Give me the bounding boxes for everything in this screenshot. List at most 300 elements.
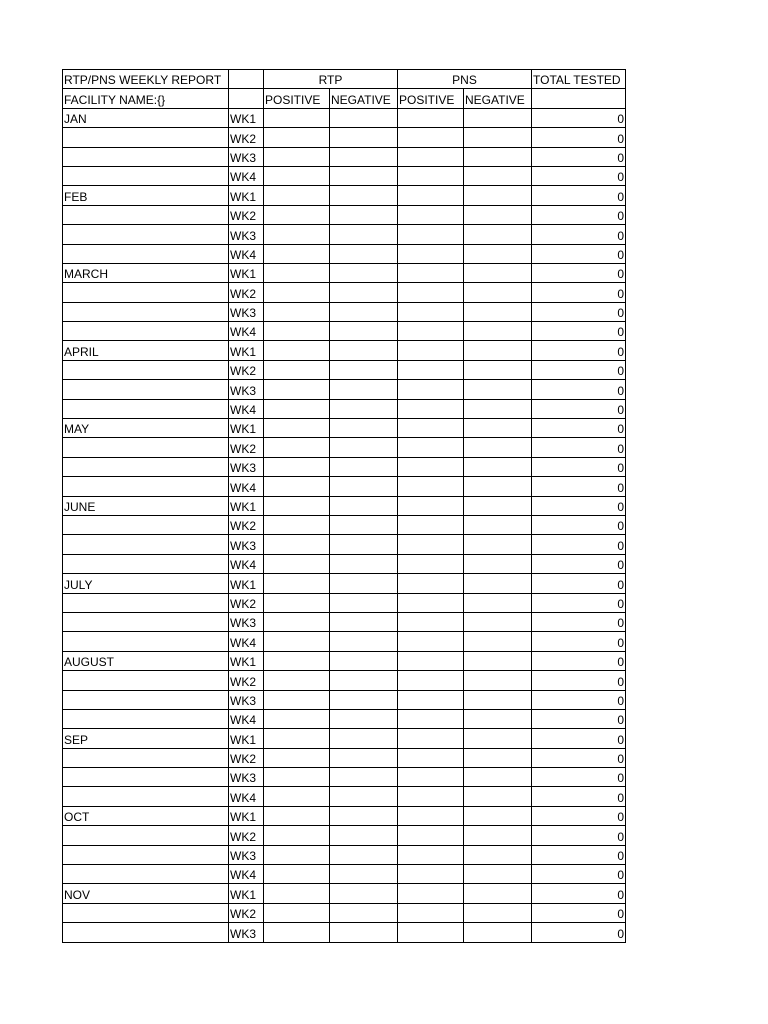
month-cell[interactable] [63,322,229,341]
total-tested-cell[interactable]: 0 [532,166,626,185]
total-tested-cell[interactable]: 0 [532,496,626,515]
rtp-positive-cell[interactable] [264,108,330,127]
pns-positive-cell[interactable] [398,380,464,399]
total-tested-cell[interactable]: 0 [532,632,626,651]
rtp-positive-cell[interactable] [264,729,330,748]
pns-positive-cell[interactable] [398,671,464,690]
month-cell[interactable] [63,147,229,166]
pns-positive-cell[interactable] [398,283,464,302]
rtp-positive-cell[interactable] [264,554,330,573]
pns-positive-cell[interactable] [398,768,464,787]
rtp-positive-cell[interactable] [264,865,330,884]
rtp-positive-cell[interactable] [264,302,330,321]
week-cell[interactable]: WK1 [229,419,264,438]
week-cell[interactable]: WK1 [229,186,264,205]
week-cell[interactable]: WK1 [229,263,264,282]
total-tested-cell[interactable]: 0 [532,768,626,787]
month-cell[interactable] [63,225,229,244]
pns-negative-cell[interactable] [464,729,532,748]
week-cell[interactable]: WK4 [229,554,264,573]
pns-positive-cell[interactable] [398,554,464,573]
month-cell[interactable] [63,302,229,321]
week-cell[interactable]: WK3 [229,225,264,244]
total-tested-cell[interactable]: 0 [532,729,626,748]
rtp-negative-cell[interactable] [330,496,398,515]
rtp-positive-cell[interactable] [264,399,330,418]
pns-positive-cell[interactable] [398,593,464,612]
pns-negative-cell[interactable] [464,457,532,476]
total-tested-cell[interactable]: 0 [532,515,626,534]
week-cell[interactable]: WK1 [229,574,264,593]
month-cell[interactable]: JUNE [63,496,229,515]
pns-negative-cell[interactable] [464,380,532,399]
week-cell[interactable]: WK1 [229,108,264,127]
pns-positive-cell[interactable] [398,865,464,884]
rtp-positive-cell[interactable] [264,205,330,224]
week-cell[interactable]: WK2 [229,748,264,767]
rtp-negative-cell[interactable] [330,632,398,651]
month-cell[interactable]: SEP [63,729,229,748]
week-cell[interactable]: WK2 [229,671,264,690]
rtp-negative-cell[interactable] [330,806,398,825]
pns-positive-cell[interactable] [398,806,464,825]
pns-positive-cell[interactable] [398,399,464,418]
month-cell[interactable] [63,826,229,845]
total-tested-cell[interactable]: 0 [532,341,626,360]
month-cell[interactable] [63,865,229,884]
pns-negative-cell[interactable] [464,263,532,282]
month-cell[interactable]: JULY [63,574,229,593]
rtp-positive-cell[interactable] [264,419,330,438]
rtp-negative-cell[interactable] [330,671,398,690]
pns-positive-cell[interactable] [398,244,464,263]
week-cell[interactable]: WK1 [229,651,264,670]
month-cell[interactable]: FEB [63,186,229,205]
pns-positive-cell[interactable] [398,574,464,593]
pns-negative-cell[interactable] [464,166,532,185]
total-tested-cell[interactable]: 0 [532,108,626,127]
week-cell[interactable]: WK2 [229,360,264,379]
rtp-positive-header-cell[interactable]: POSITIVE [264,89,330,108]
rtp-negative-cell[interactable] [330,166,398,185]
month-cell[interactable] [63,128,229,147]
month-cell[interactable] [63,457,229,476]
rtp-positive-cell[interactable] [264,709,330,728]
pns-negative-cell[interactable] [464,515,532,534]
pns-negative-cell[interactable] [464,108,532,127]
month-cell[interactable] [63,535,229,554]
pns-negative-cell[interactable] [464,438,532,457]
pns-negative-cell[interactable] [464,612,532,631]
pns-negative-cell[interactable] [464,826,532,845]
rtp-positive-cell[interactable] [264,166,330,185]
pns-positive-cell[interactable] [398,612,464,631]
rtp-positive-cell[interactable] [264,826,330,845]
month-cell[interactable] [63,360,229,379]
total-tested-cell[interactable]: 0 [532,438,626,457]
month-cell[interactable] [63,554,229,573]
rtp-positive-cell[interactable] [264,923,330,942]
rtp-positive-cell[interactable] [264,360,330,379]
pns-negative-cell[interactable] [464,225,532,244]
week-cell[interactable]: WK3 [229,380,264,399]
month-cell[interactable] [63,166,229,185]
rtp-negative-cell[interactable] [330,360,398,379]
rtp-negative-cell[interactable] [330,709,398,728]
pns-negative-cell[interactable] [464,787,532,806]
week-cell[interactable]: WK3 [229,612,264,631]
pns-negative-cell[interactable] [464,322,532,341]
week-cell[interactable]: WK3 [229,923,264,942]
pns-positive-cell[interactable] [398,477,464,496]
pns-negative-cell[interactable] [464,128,532,147]
rtp-positive-cell[interactable] [264,322,330,341]
total-tested-cell[interactable]: 0 [532,845,626,864]
pns-negative-cell[interactable] [464,496,532,515]
month-cell[interactable] [63,845,229,864]
rtp-negative-cell[interactable] [330,865,398,884]
rtp-positive-cell[interactable] [264,128,330,147]
rtp-negative-cell[interactable] [330,787,398,806]
rtp-negative-cell[interactable] [330,322,398,341]
pns-positive-cell[interactable] [398,205,464,224]
rtp-negative-cell[interactable] [330,515,398,534]
week-cell[interactable]: WK3 [229,768,264,787]
total-tested-cell[interactable]: 0 [532,535,626,554]
rtp-positive-cell[interactable] [264,768,330,787]
total-tested-cell[interactable]: 0 [532,651,626,670]
total-tested-cell[interactable]: 0 [532,263,626,282]
rtp-header-cell[interactable]: RTP [264,70,398,89]
pns-negative-cell[interactable] [464,632,532,651]
pns-negative-cell[interactable] [464,399,532,418]
rtp-negative-cell[interactable] [330,554,398,573]
pns-positive-cell[interactable] [398,438,464,457]
month-cell[interactable] [63,709,229,728]
pns-positive-cell[interactable] [398,729,464,748]
rtp-positive-cell[interactable] [264,612,330,631]
pns-positive-cell[interactable] [398,166,464,185]
rtp-negative-cell[interactable] [330,186,398,205]
pns-positive-cell[interactable] [398,108,464,127]
week-cell[interactable]: WK1 [229,806,264,825]
rtp-positive-cell[interactable] [264,186,330,205]
pns-negative-cell[interactable] [464,302,532,321]
rtp-negative-cell[interactable] [330,903,398,922]
pns-negative-cell[interactable] [464,574,532,593]
total-tested-cell[interactable]: 0 [532,826,626,845]
pns-positive-cell[interactable] [398,263,464,282]
rtp-negative-cell[interactable] [330,826,398,845]
total-tested-cell[interactable]: 0 [532,593,626,612]
total-tested-cell[interactable]: 0 [532,302,626,321]
rtp-positive-cell[interactable] [264,651,330,670]
week-cell[interactable]: WK4 [229,865,264,884]
pns-positive-cell[interactable] [398,457,464,476]
week-cell[interactable]: WK2 [229,128,264,147]
rtp-positive-cell[interactable] [264,496,330,515]
pns-positive-cell[interactable] [398,787,464,806]
month-cell[interactable] [63,632,229,651]
rtp-positive-cell[interactable] [264,438,330,457]
month-cell[interactable]: MAY [63,419,229,438]
total-tested-cell[interactable]: 0 [532,283,626,302]
pns-positive-cell[interactable] [398,923,464,942]
rtp-positive-cell[interactable] [264,225,330,244]
pns-negative-cell[interactable] [464,186,532,205]
total-tested-cell[interactable]: 0 [532,147,626,166]
rtp-negative-cell[interactable] [330,147,398,166]
rtp-positive-cell[interactable] [264,341,330,360]
total-tested-cell[interactable]: 0 [532,399,626,418]
rtp-negative-cell[interactable] [330,341,398,360]
month-cell[interactable]: OCT [63,806,229,825]
rtp-negative-cell[interactable] [330,690,398,709]
week-cell[interactable]: WK4 [229,632,264,651]
rtp-negative-cell[interactable] [330,302,398,321]
rtp-positive-cell[interactable] [264,283,330,302]
rtp-negative-cell[interactable] [330,380,398,399]
pns-negative-cell[interactable] [464,341,532,360]
rtp-negative-cell[interactable] [330,128,398,147]
pns-negative-cell[interactable] [464,360,532,379]
total-tested-cell[interactable]: 0 [532,457,626,476]
pns-negative-cell[interactable] [464,865,532,884]
pns-negative-cell[interactable] [464,535,532,554]
pns-negative-cell[interactable] [464,709,532,728]
pns-positive-header-cell[interactable]: POSITIVE [398,89,464,108]
rtp-positive-cell[interactable] [264,787,330,806]
pns-negative-header-cell[interactable]: NEGATIVE [464,89,532,108]
pns-positive-cell[interactable] [398,341,464,360]
pns-negative-cell[interactable] [464,205,532,224]
month-cell[interactable] [63,515,229,534]
rtp-positive-cell[interactable] [264,884,330,903]
pns-negative-cell[interactable] [464,748,532,767]
pns-positive-cell[interactable] [398,302,464,321]
month-cell[interactable]: NOV [63,884,229,903]
month-cell[interactable] [63,612,229,631]
week-cell[interactable]: WK1 [229,496,264,515]
month-cell[interactable] [63,748,229,767]
month-cell[interactable] [63,593,229,612]
pns-negative-cell[interactable] [464,593,532,612]
total-tested-cell[interactable]: 0 [532,186,626,205]
rtp-positive-cell[interactable] [264,671,330,690]
month-cell[interactable] [63,477,229,496]
week-cell[interactable]: WK4 [229,399,264,418]
pns-positive-cell[interactable] [398,690,464,709]
pns-negative-cell[interactable] [464,283,532,302]
week-cell[interactable]: WK4 [229,166,264,185]
week-cell[interactable]: WK3 [229,457,264,476]
week-cell[interactable]: WK2 [229,515,264,534]
week-cell[interactable]: WK4 [229,322,264,341]
pns-negative-cell[interactable] [464,651,532,670]
rtp-positive-cell[interactable] [264,574,330,593]
rtp-positive-cell[interactable] [264,535,330,554]
pns-negative-cell[interactable] [464,671,532,690]
month-cell[interactable] [63,380,229,399]
rtp-positive-cell[interactable] [264,690,330,709]
pns-header-cell[interactable]: PNS [398,70,532,89]
pns-positive-cell[interactable] [398,322,464,341]
pns-positive-cell[interactable] [398,225,464,244]
empty-header-cell[interactable] [229,70,264,89]
rtp-negative-cell[interactable] [330,263,398,282]
pns-positive-cell[interactable] [398,632,464,651]
month-cell[interactable] [63,671,229,690]
week-cell[interactable]: WK3 [229,302,264,321]
week-cell[interactable]: WK4 [229,787,264,806]
pns-negative-cell[interactable] [464,923,532,942]
week-cell[interactable]: WK3 [229,690,264,709]
facility-name-cell[interactable]: FACILITY NAME:{} [63,89,229,108]
rtp-positive-cell[interactable] [264,244,330,263]
pns-positive-cell[interactable] [398,128,464,147]
pns-negative-cell[interactable] [464,477,532,496]
total-tested-cell[interactable]: 0 [532,205,626,224]
month-cell[interactable]: MARCH [63,263,229,282]
pns-negative-cell[interactable] [464,419,532,438]
rtp-negative-cell[interactable] [330,399,398,418]
total-tested-cell[interactable]: 0 [532,554,626,573]
pns-negative-cell[interactable] [464,244,532,263]
rtp-negative-cell[interactable] [330,457,398,476]
total-tested-cell[interactable]: 0 [532,671,626,690]
week-cell[interactable]: WK4 [229,244,264,263]
rtp-negative-cell[interactable] [330,923,398,942]
week-cell[interactable]: WK2 [229,283,264,302]
rtp-negative-cell[interactable] [330,845,398,864]
rtp-negative-cell[interactable] [330,225,398,244]
total-tested-cell[interactable]: 0 [532,225,626,244]
week-cell[interactable]: WK4 [229,709,264,728]
week-cell[interactable]: WK1 [229,341,264,360]
month-cell[interactable] [63,399,229,418]
rtp-negative-cell[interactable] [330,651,398,670]
pns-negative-cell[interactable] [464,768,532,787]
month-cell[interactable] [63,244,229,263]
empty-header-cell[interactable] [532,89,626,108]
total-tested-cell[interactable]: 0 [532,574,626,593]
total-tested-cell[interactable]: 0 [532,322,626,341]
rtp-negative-cell[interactable] [330,244,398,263]
rtp-positive-cell[interactable] [264,380,330,399]
total-tested-cell[interactable]: 0 [532,748,626,767]
week-cell[interactable]: WK2 [229,205,264,224]
month-cell[interactable]: AUGUST [63,651,229,670]
total-tested-cell[interactable]: 0 [532,380,626,399]
rtp-negative-header-cell[interactable]: NEGATIVE [330,89,398,108]
total-tested-cell[interactable]: 0 [532,244,626,263]
week-cell[interactable]: WK3 [229,535,264,554]
week-cell[interactable]: WK4 [229,477,264,496]
week-cell[interactable]: WK2 [229,826,264,845]
month-cell[interactable]: APRIL [63,341,229,360]
rtp-positive-cell[interactable] [264,903,330,922]
pns-positive-cell[interactable] [398,845,464,864]
total-tested-cell[interactable]: 0 [532,360,626,379]
pns-positive-cell[interactable] [398,651,464,670]
total-tested-cell[interactable]: 0 [532,865,626,884]
rtp-positive-cell[interactable] [264,477,330,496]
pns-negative-cell[interactable] [464,690,532,709]
total-tested-cell[interactable]: 0 [532,612,626,631]
rtp-negative-cell[interactable] [330,477,398,496]
month-cell[interactable] [63,903,229,922]
rtp-negative-cell[interactable] [330,593,398,612]
rtp-negative-cell[interactable] [330,612,398,631]
rtp-positive-cell[interactable] [264,457,330,476]
rtp-positive-cell[interactable] [264,263,330,282]
rtp-positive-cell[interactable] [264,748,330,767]
rtp-negative-cell[interactable] [330,748,398,767]
month-cell[interactable] [63,205,229,224]
pns-positive-cell[interactable] [398,419,464,438]
rtp-positive-cell[interactable] [264,806,330,825]
month-cell[interactable] [63,690,229,709]
pns-negative-cell[interactable] [464,903,532,922]
pns-positive-cell[interactable] [398,826,464,845]
week-cell[interactable]: WK2 [229,903,264,922]
report-title-cell[interactable]: RTP/PNS WEEKLY REPORT [63,70,229,89]
week-cell[interactable]: WK3 [229,845,264,864]
rtp-negative-cell[interactable] [330,729,398,748]
total-tested-cell[interactable]: 0 [532,923,626,942]
rtp-negative-cell[interactable] [330,108,398,127]
total-tested-cell[interactable]: 0 [532,709,626,728]
pns-positive-cell[interactable] [398,147,464,166]
total-tested-cell[interactable]: 0 [532,903,626,922]
pns-positive-cell[interactable] [398,709,464,728]
week-cell[interactable]: WK2 [229,438,264,457]
pns-positive-cell[interactable] [398,884,464,903]
week-cell[interactable]: WK3 [229,147,264,166]
week-cell[interactable]: WK2 [229,593,264,612]
total-tested-cell[interactable]: 0 [532,477,626,496]
pns-negative-cell[interactable] [464,806,532,825]
rtp-negative-cell[interactable] [330,283,398,302]
month-cell[interactable] [63,438,229,457]
pns-negative-cell[interactable] [464,845,532,864]
total-tested-cell[interactable]: 0 [532,806,626,825]
pns-positive-cell[interactable] [398,515,464,534]
month-cell[interactable]: JAN [63,108,229,127]
rtp-negative-cell[interactable] [330,574,398,593]
rtp-negative-cell[interactable] [330,205,398,224]
week-cell[interactable]: WK1 [229,884,264,903]
pns-positive-cell[interactable] [398,360,464,379]
total-tested-cell[interactable]: 0 [532,690,626,709]
total-tested-cell[interactable]: 0 [532,884,626,903]
pns-positive-cell[interactable] [398,903,464,922]
rtp-positive-cell[interactable] [264,593,330,612]
total-tested-cell[interactable]: 0 [532,787,626,806]
pns-negative-cell[interactable] [464,554,532,573]
pns-positive-cell[interactable] [398,748,464,767]
pns-positive-cell[interactable] [398,496,464,515]
month-cell[interactable] [63,768,229,787]
empty-header-cell[interactable] [229,89,264,108]
pns-positive-cell[interactable] [398,535,464,554]
pns-positive-cell[interactable] [398,186,464,205]
month-cell[interactable] [63,923,229,942]
rtp-negative-cell[interactable] [330,419,398,438]
pns-negative-cell[interactable] [464,884,532,903]
rtp-negative-cell[interactable] [330,438,398,457]
rtp-negative-cell[interactable] [330,768,398,787]
